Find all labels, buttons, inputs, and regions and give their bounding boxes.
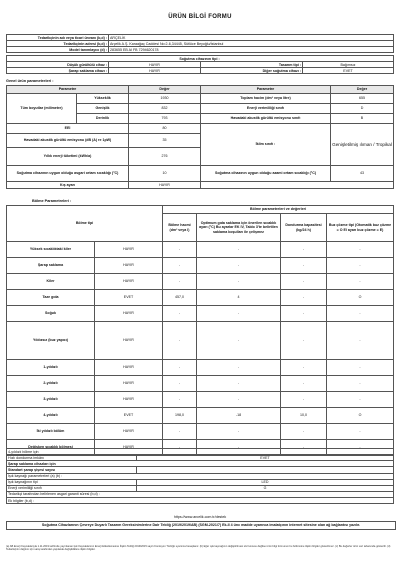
compartment-defrost: - [327, 322, 394, 360]
footnote: (a) AB Enerji Kaynaklarıyla 1.11.2019 tarihinde yayınlanan Işık Kaynaklarının Enerji Etiketlemesine İlişkin Tebliğ 2019/2015 sayılı Komisyon Tüzüğü uyarınca hesaplanır. (b) Eğer ışık kaynağının değiştirilmesi söz konusu değilse ürün bilgi formunun bu bölümüne ilişkin bilgiler gösterilmez. (c) Bu değerler ürün veri tabanında gösterilir. (d) Tedarikçinin dağıtım için satış tarafından yapılacak değişikliklere ilişkin bilgiler. [6, 545, 391, 552]
lighting-heading: Işık kaynağı parametreleri (a) (b) : [7, 473, 394, 479]
compartment-row [7, 360, 394, 376]
compartment-params-heading: Bölme Parametreleri : [32, 199, 72, 203]
compartment-name: Yıldızsız (buz yapıcı) [7, 322, 95, 360]
compartment-name: İki yıldızlı bölüm [7, 424, 95, 440]
compartment-defrost: - [327, 242, 394, 258]
compartment-defrost: - [327, 360, 394, 376]
compartment-temp: - [197, 440, 281, 456]
compartment-freeze: - [281, 322, 327, 360]
model-id-label: Model tanımlayıcı (d) : [7, 47, 109, 53]
max-temp-value: 43 [331, 166, 394, 182]
compartment-volume: - [163, 242, 197, 258]
width-label: Genişlik [77, 104, 129, 114]
winter-setting-value: HAYIR [129, 182, 201, 189]
page-title: ÜRÜN BİLGİ FORMU [168, 14, 232, 20]
design-type-value: Bağımsız [303, 62, 394, 68]
compartment-temp: - [197, 242, 281, 258]
dimensions-label: Tüm boyutlar (milimetre) [7, 94, 77, 124]
compartment-temp: - [197, 258, 281, 274]
col-freeze-header: Dondurma kapasitesi (kg/24 h) [281, 214, 327, 242]
compartment-volume: - [163, 376, 197, 392]
col-param-header-2: Parametre [201, 86, 331, 94]
wine-storage-label: Şarap saklama cihazı : [7, 68, 109, 74]
type-header: Soğutma cihazının tipi : [7, 56, 394, 62]
supplier-name-value: ARÇELİK [109, 35, 394, 41]
compartment-temp: -18 [197, 408, 281, 424]
compartment-freeze: - [281, 274, 327, 290]
supplier-address-value: Arçelik A.Ş. Karaağaç Caddesi No:2-6,34445, Sütlüce Beyoğlu/İstanbul [109, 41, 394, 47]
compartment-row [7, 306, 394, 322]
compartment-defrost: - [327, 376, 394, 392]
compartment-name: Değişken sıcaklık bölmesi [7, 440, 95, 456]
compartment-row [7, 258, 394, 274]
compartment-defrost: - [327, 392, 394, 408]
support-url[interactable]: https://www.arcelik.com.tr/destek [173, 515, 227, 519]
low-noise-value: HAYIR [109, 62, 201, 68]
col-value-header-2: Değer [331, 86, 394, 94]
empty-cell [201, 182, 394, 189]
compartment-row [7, 392, 394, 408]
low-noise-label: Düşük gürültülü cihaz : [7, 62, 109, 68]
energy-class-value: D [331, 104, 394, 114]
compartment-row [7, 242, 394, 258]
depth-label: Derinlik [77, 114, 129, 124]
wine-storage-value: HAYIR [109, 68, 201, 74]
other-appliance-value: EVET [303, 68, 394, 74]
compartment-row [7, 274, 394, 290]
compartment-defrost: O [327, 290, 394, 306]
min-temp-label: Soğutma cihazının uygun olduğu asgari ortam sıcaklığı (°C) [7, 166, 129, 182]
compartment-name: 4-yıldızlı [7, 408, 95, 424]
compartment-freeze: - [281, 242, 327, 258]
min-temp-value: 10 [129, 166, 201, 182]
warranty-label: Tedarikçi tarafından belirlenen asgari garanti süresi (b,d) : [7, 491, 394, 497]
compartment-temp: - [197, 322, 281, 360]
regulation-note: Soğutma Cihazlarının Çevreye Duyarlı Tasarım Gereksinimlerine Dair Tebliğ (2019/2019/AB) (SGM-2021/7) Ek-II 4 ünc madde uyarınca imalatçının internet sitesine olan ağ bağlantısı yazılır. [6, 521, 396, 530]
climate-class-label: İklim sınıfı : [201, 124, 331, 166]
model-id-value: 283655 EB AI FB 7294620178 [109, 47, 394, 53]
climate-class-value: Genişletilmiş ılıman / Tropikal [331, 124, 394, 166]
compartment-name: 3-yıldızlı [7, 392, 95, 408]
energy-class-label: Enerji verimliliği sınıfı [201, 104, 331, 114]
compartment-volume: - [163, 258, 197, 274]
compartment-freeze: - [281, 392, 327, 408]
compartment-type-header: Bölme tipi [7, 206, 163, 242]
compartment-defrost: - [327, 274, 394, 290]
noise-emission-value: 35 [129, 134, 201, 148]
col-param-header: Parametre [7, 86, 129, 94]
noise-class-value: B [331, 114, 394, 124]
compartment-freeze: - [281, 306, 327, 322]
compartment-sub-header: Bölme parametreleri ve değerleri [163, 206, 394, 214]
supplier-address-label: Tedarikçinin adresi (b,d) : [7, 41, 109, 47]
noise-emission-label: Havadaki akustik gürültü emisyonu (dB (A) re 1pW) [7, 134, 129, 148]
compartment-defrost: - [327, 424, 394, 440]
compartment-volume: - [163, 306, 197, 322]
compartment-temp: - [197, 306, 281, 322]
supplier-info-table [6, 34, 394, 53]
col-volume-header: Bölme hacmi (dm³ veya l) [163, 214, 197, 242]
compartment-volume: - [163, 322, 197, 360]
compartment-present: HAYIR [95, 242, 163, 258]
compartment-row [7, 408, 394, 424]
compartment-temp: - [197, 376, 281, 392]
height-value: 1930 [129, 94, 201, 104]
compartment-name: Şarap saklama [7, 258, 95, 274]
compartment-rows [7, 242, 394, 456]
compartment-temp: 4 [197, 290, 281, 306]
compartment-present: HAYIR [95, 274, 163, 290]
compartment-freeze: - [281, 424, 327, 440]
model-id-row [7, 47, 394, 53]
compartment-row [7, 322, 394, 360]
compartment-name: 1-yıldızlı [7, 360, 95, 376]
compartment-volume: 457,0 [163, 290, 197, 306]
compartment-volume: 198,0 [163, 408, 197, 424]
compartment-name: 2-yıldızlı [7, 376, 95, 392]
compartment-volume: - [163, 392, 197, 408]
compartment-volume: - [163, 440, 197, 456]
appliance-type-table [6, 55, 394, 74]
depth-value: 793 [129, 114, 201, 124]
light-class-label: Enerji verimliliği sınıfı [7, 485, 137, 491]
compartment-defrost: - [327, 258, 394, 274]
compartment-volume: - [163, 424, 197, 440]
four-star-heading: 4-yıldızlı bölme için [7, 449, 394, 455]
extra-info-label: Ek bilgiler (b,d) : [7, 498, 394, 504]
col-temp-header: Optimum gıda saklama için önerilen sıcaklık ayarı (°C) Bu ayarlar EK IV, Tablo 3'te belirtilen saklama koşulları ile çelişmez [197, 214, 281, 242]
compartment-name: Taze gıda [7, 290, 95, 306]
total-volume-label: Toplam hacim (dm³ veya litre) [201, 94, 331, 104]
compartment-row [7, 424, 394, 440]
compartment-present: HAYIR [95, 440, 163, 456]
compartment-volume: - [163, 360, 197, 376]
light-type-value: LED [137, 479, 394, 485]
compartment-volume: - [163, 274, 197, 290]
compartment-freeze: - [281, 376, 327, 392]
compartment-present: EVET [95, 290, 163, 306]
winter-setting-label: Kış ayarı [7, 182, 129, 189]
compartment-temp: - [197, 424, 281, 440]
compartment-present: HAYIR [95, 322, 163, 360]
eei-label: EEI [7, 124, 129, 134]
width-value: 832 [129, 104, 201, 114]
col-defrost-header: Buz çözme tipi (Otomatik buz çözme = O El ayarı buz çözme = E) [327, 214, 394, 242]
compartment-name: Yüksek sıcaklıktaki kiler [7, 242, 95, 258]
compartment-defrost: - [327, 306, 394, 322]
light-class-value: G [137, 485, 394, 491]
height-label: Yükseklik [77, 94, 129, 104]
compartment-row [7, 376, 394, 392]
max-temp-label: Soğutma cihazının uygun olduğu azami ortam sıcaklığı (°C) [201, 166, 331, 182]
compartment-row [7, 290, 394, 306]
annual-energy-value: 276 [129, 148, 201, 166]
compartment-present: HAYIR [95, 392, 163, 408]
light-type-label: Işık kaynağının tipi [7, 479, 137, 485]
general-params-table [6, 85, 394, 189]
compartment-temp: - [197, 392, 281, 408]
std-wine-bottles-label: Standart şarap şişesi sayısı [7, 467, 137, 473]
compartment-freeze: - [281, 258, 327, 274]
fast-freeze-label: Hızlı dondurma imkânı [7, 455, 137, 461]
compartment-name: Soğuk [7, 306, 95, 322]
eei-value: 80 [129, 124, 201, 134]
compartment-temp: - [197, 274, 281, 290]
compartment-present: HAYIR [95, 376, 163, 392]
star-compartment-table [6, 448, 394, 504]
supplier-name-label: Tedarikçinin adı veya ticari ünvanı (b,d) : [7, 35, 109, 41]
compartment-freeze: 10,0 [281, 408, 327, 424]
fast-freeze-value: EVET [137, 455, 394, 461]
general-params-heading: Genel ürün parametreleri : [6, 79, 54, 83]
compartment-freeze: - [281, 360, 327, 376]
compartment-present: HAYIR [95, 424, 163, 440]
compartment-freeze: - [281, 440, 327, 456]
compartment-present: HAYIR [95, 360, 163, 376]
compartment-temp: - [197, 360, 281, 376]
design-type-label: Tasarım tipi : [201, 62, 303, 68]
total-volume-value: 655 [331, 94, 394, 104]
annual-energy-label: Yıllık enerji tüketimi (kWh/a) [7, 148, 129, 166]
other-appliance-label: Diğer soğutma cihazı : [201, 68, 303, 74]
compartment-defrost: - [327, 440, 394, 456]
compartment-table [6, 205, 394, 456]
noise-class-label: Havadaki akustik gürültü emisyonu sınıfı [201, 114, 331, 124]
col-value-header: Değer [129, 86, 201, 94]
wine-appliance-heading: Şarap saklama cihazları için [7, 461, 394, 467]
compartment-name: Kiler [7, 274, 95, 290]
compartment-defrost: O [327, 408, 394, 424]
compartment-freeze: - [281, 290, 327, 306]
compartment-present: HAYIR [95, 258, 163, 274]
compartment-present: HAYIR [95, 306, 163, 322]
compartment-present: EVET [95, 408, 163, 424]
